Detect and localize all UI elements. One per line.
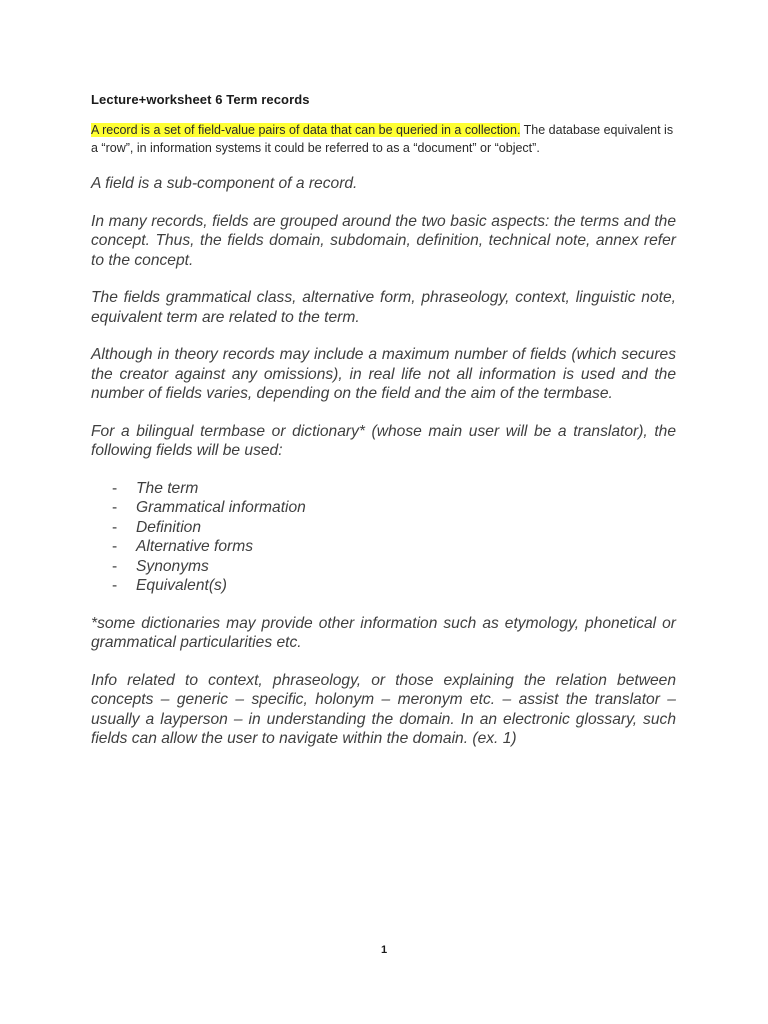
intro-continuation: The database equivalent is a “row”, in information systems it could be referred to as a “document” or “object”. (91, 123, 674, 155)
list-item-text: Synonyms (136, 557, 209, 575)
document-title: Lecture+worksheet 6 Term records (91, 92, 310, 107)
list-dash: - (112, 557, 118, 575)
footnote-paragraph: *some dictionaries may provide other information such as etymology, phonetical or grammatical particularities etc. (91, 614, 676, 651)
document-body (91, 174, 676, 767)
list-item (91, 498, 676, 518)
list-dash: - (112, 479, 118, 497)
page-number: 1 (380, 944, 388, 956)
list-item-text: Grammatical information (136, 499, 306, 516)
paragraph-field-count: Although in theory records may include a maximum number of fields (which secures the creator against any omissions), in real life not all information is used and the number of fields varies, depending on the field and the aim of the termbase. (91, 346, 676, 402)
list-dash: - (112, 499, 118, 516)
fields-list (91, 479, 676, 596)
list-dash: - (112, 518, 118, 536)
closing-paragraph: Info related to context, phraseology, or those explaining the relation between concepts – generic – specific, holonym – meronym etc. – assist the translator – usually a layperson – in understanding the domain. In an electronic glossary, such fields can allow the user to navigate within the domain. (ex. 1) (91, 671, 676, 747)
intro-paragraph (91, 121, 681, 157)
list-dash: - (112, 577, 118, 594)
list-item-text: Equivalent(s) (136, 577, 228, 594)
list-item (91, 537, 676, 557)
list-item (91, 576, 676, 596)
paragraph-bilingual-intro: For a bilingual termbase or dictionary* (whose main user will be a translator), the following fields will be used: (91, 422, 676, 459)
list-item (91, 557, 676, 577)
list-item-text: Definition (136, 518, 202, 536)
paragraph-field-definition: A field is a sub-component of a record. (91, 175, 358, 192)
highlighted-definition: A record is a set of field-value pairs of data that can be queried in a collection. (91, 123, 521, 137)
list-item-text: The term (136, 479, 199, 497)
list-item (91, 518, 676, 538)
list-item-text: Alternative forms (136, 538, 253, 555)
list-item (91, 479, 676, 499)
list-dash: - (112, 538, 118, 555)
paragraph-grouping: In many records, fields are grouped around the two basic aspects: the terms and the concept. Thus, the fields domain, subdomain, definition, technical note, annex refer to the concept. (91, 212, 676, 269)
paragraph-term-fields: The fields grammatical class, alternative form, phraseology, context, linguistic note, equivalent term are related to the term. (91, 289, 676, 326)
